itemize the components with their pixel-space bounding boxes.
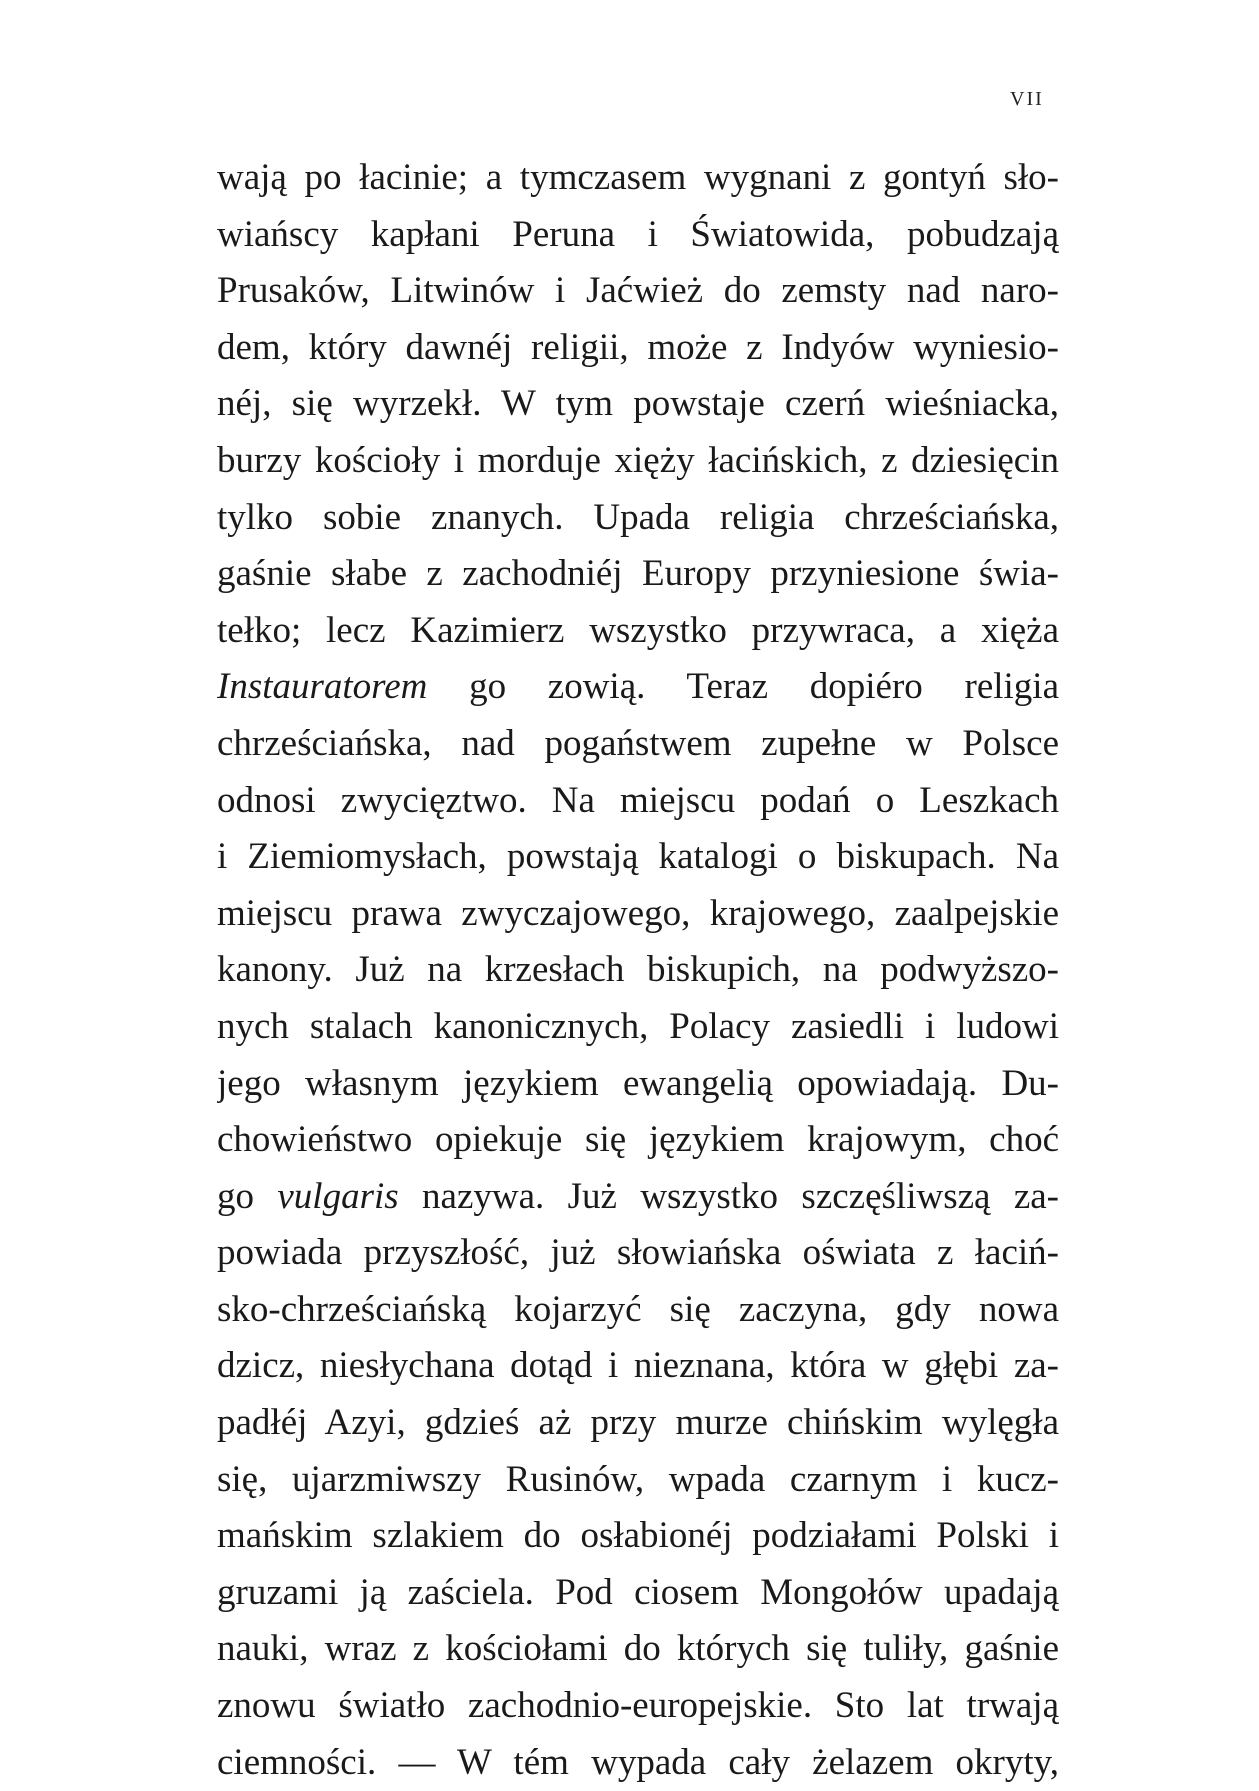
text-line <box>217 829 1059 886</box>
text-segment: burzy kościoły i morduje xięży łacińskich, z dziesięcin <box>217 439 1059 481</box>
text-line <box>217 1395 1059 1452</box>
text-line <box>217 659 1059 716</box>
italic-text: vulgaris <box>277 1175 399 1217</box>
text-line <box>217 1338 1059 1395</box>
text-line <box>217 1225 1059 1282</box>
text-line <box>217 376 1059 433</box>
text-segment: odnosi zwycięztwo. Na miejscu podań o Leszkach <box>217 779 1059 821</box>
text-line <box>217 1621 1059 1678</box>
text-line <box>217 1678 1059 1735</box>
text-segment: néj, się wyrzekł. W tym powstaje czerń wieśniacka, <box>217 383 1059 425</box>
text-line <box>217 490 1059 547</box>
text-line <box>217 1282 1059 1339</box>
text-segment: wiańscy kapłani Peruna i Światowida, pobudzają <box>217 213 1059 255</box>
text-segment: gaśnie słabe z zachodniéj Europy przyniesione świa- <box>217 553 1059 595</box>
text-line <box>217 1565 1059 1622</box>
text-line <box>217 1735 1059 1791</box>
italic-text: Instauratorem <box>217 666 428 708</box>
text-line <box>217 263 1059 320</box>
text-segment: go zowią. Teraz dopiéro religia <box>427 666 1059 708</box>
text-segment: znowu światło zachodnio-europejskie. Sto lat trwają <box>217 1685 1059 1727</box>
text-segment: nauki, wraz z kościołami do których się tuliły, gaśnie <box>217 1628 1059 1670</box>
text-segment: powiada przyszłość, już słowiańska oświata z łaciń- <box>217 1232 1059 1274</box>
text-line <box>217 546 1059 603</box>
text-line <box>217 999 1059 1056</box>
body-text <box>217 150 1059 1791</box>
text-segment: tełko; lecz Kazimierz wszystko przywraca, a xięża <box>217 609 1059 651</box>
text-segment: mańskim szlakiem do osłabionéj podziałami Polski i <box>217 1515 1059 1557</box>
text-segment: padłéj Azyi, gdzieś aż przy murze chińskim wylęgła <box>217 1402 1059 1444</box>
text-segment: go <box>217 1175 278 1217</box>
text-line <box>217 1056 1059 1113</box>
text-line <box>217 773 1059 830</box>
text-segment: miejscu prawa zwyczajowego, krajowego, zaalpejskie <box>217 892 1059 934</box>
text-line <box>217 942 1059 999</box>
text-segment: jego własnym językiem ewangelią opowiadają. Du- <box>217 1062 1059 1104</box>
text-segment: ciemności. — W tém wypada cały żelazem okryty, <box>217 1741 1059 1783</box>
text-line <box>217 433 1059 490</box>
text-line <box>217 603 1059 660</box>
text-line <box>217 1112 1059 1169</box>
text-line <box>217 1452 1059 1509</box>
text-line <box>217 1508 1059 1565</box>
text-segment: wają po łacinie; a tymczasem wygnani z gontyń sło- <box>217 157 1059 198</box>
text-line <box>217 320 1059 377</box>
text-line <box>217 207 1059 264</box>
text-line <box>217 150 1059 207</box>
text-line <box>217 716 1059 773</box>
text-segment: Prusaków, Litwinów i Jaćwież do zemsty nad naro- <box>217 270 1059 312</box>
text-segment: kanony. Już na krzesłach biskupich, na podwyższo- <box>217 949 1059 991</box>
text-segment: nych stalach kanonicznych, Polacy zasiedli i ludowi <box>217 1005 1059 1047</box>
text-segment: chowieństwo opiekuje się językiem krajowym, choć <box>217 1119 1059 1161</box>
text-line <box>217 886 1059 943</box>
text-segment: i Ziemiomysłach, powstają katalogi o biskupach. Na <box>217 836 1059 878</box>
text-segment: się, ujarzmiwszy Rusinów, wpada czarnym i kucz- <box>217 1458 1059 1500</box>
text-segment: gruzami ją zaściela. Pod ciosem Mongołów upadają <box>217 1571 1059 1613</box>
text-segment: tylko sobie znanych. Upada religia chrześciańska, <box>217 496 1059 538</box>
text-segment: chrześciańska, nad pogaństwem zupełne w Polsce <box>217 722 1059 764</box>
page-number: VII <box>1010 88 1044 110</box>
text-segment: dem, który dawnéj religii, może z Indyów wyniesio- <box>217 326 1059 368</box>
text-segment: nazywa. Już wszystko szczęśliwszą za- <box>398 1175 1059 1217</box>
text-line <box>217 1169 1059 1226</box>
text-segment: sko-chrześciańską kojarzyć się zaczyna, gdy nowa <box>217 1288 1059 1330</box>
text-segment: dzicz, niesłychana dotąd i nieznana, która w głębi za- <box>217 1345 1059 1387</box>
